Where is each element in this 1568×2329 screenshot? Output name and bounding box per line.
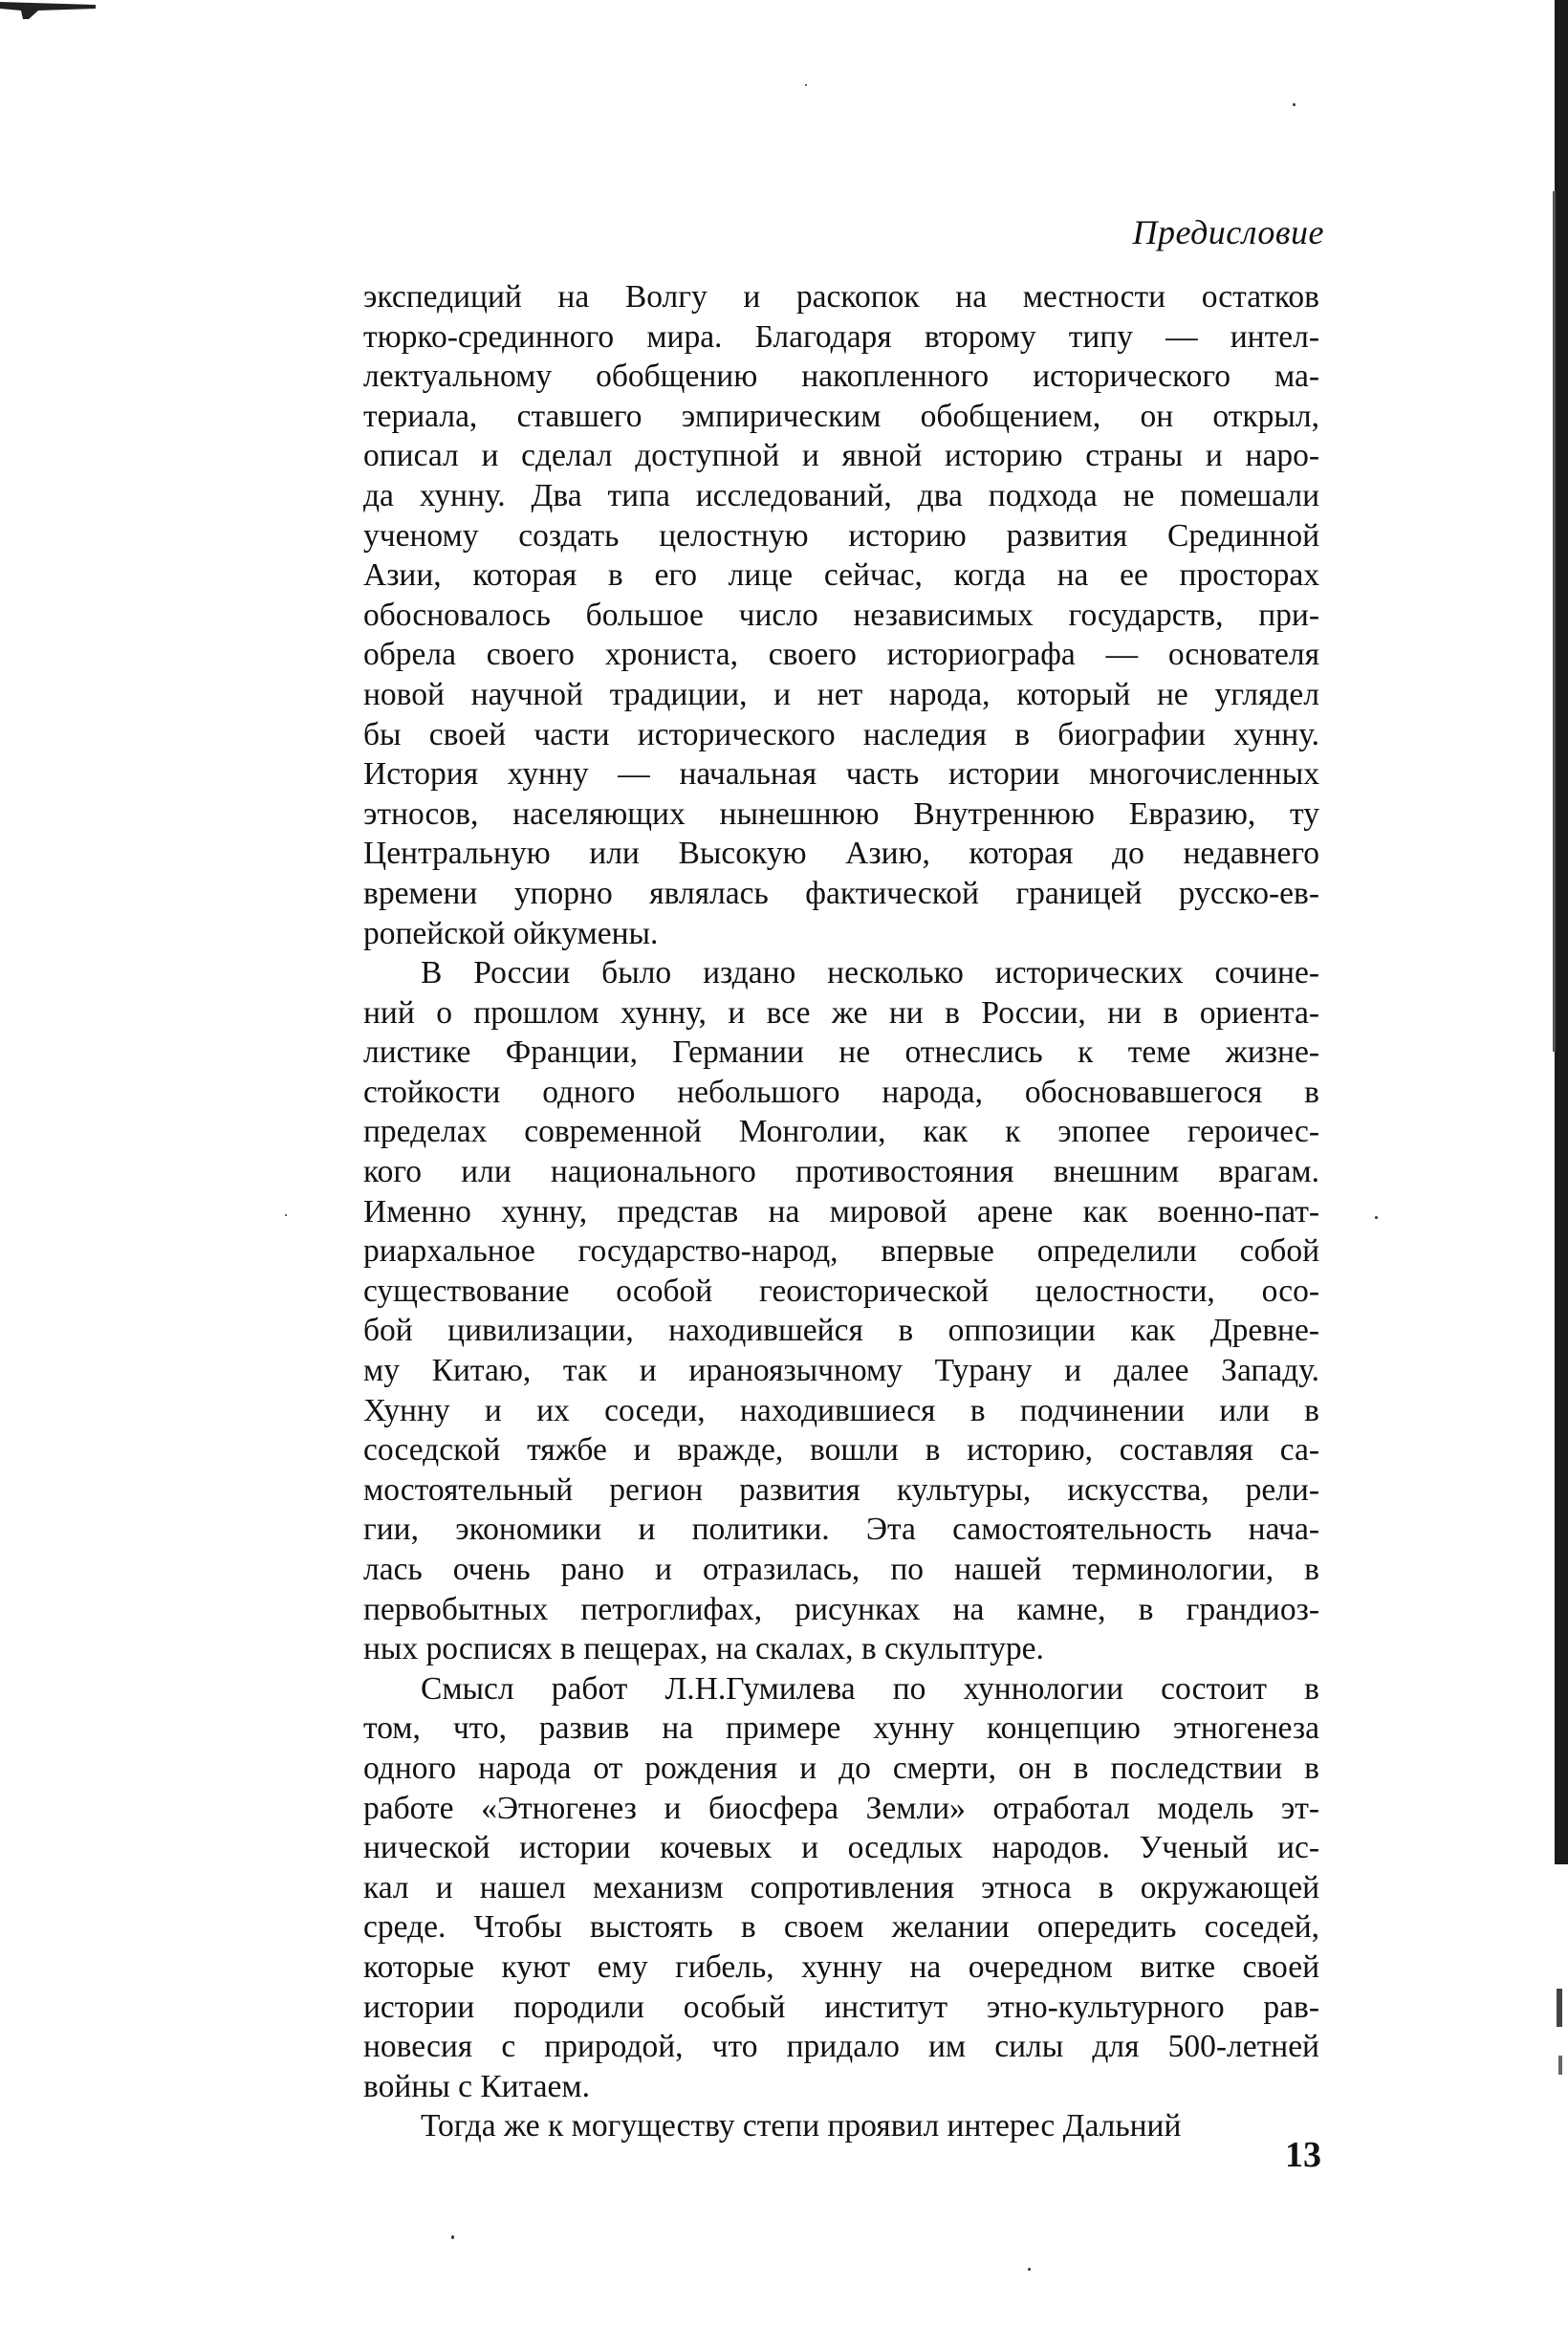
text-line: ний о прошлом хунну, и все же ни в России, ни в ориента-	[363, 994, 1319, 1031]
scan-speck	[1293, 103, 1296, 106]
text-line: Тогда же к могуществу степи проявил интерес Дальний	[421, 2108, 1182, 2144]
scan-speck	[1028, 2268, 1031, 2271]
text-line: кал и нашел механизм сопротивления этноса в окружающей	[363, 1869, 1319, 1905]
text-line: Хунну и их соседи, находившиеся в подчинении или в	[363, 1392, 1319, 1428]
text-line: ученому создать целостную историю развития Срединной	[363, 517, 1319, 554]
text-line: соседской тяжбе и вражде, вошли в историю, составляя са-	[363, 1432, 1319, 1469]
text-line: листике Франции, Германии не отнеслись к теме жизне-	[363, 1034, 1319, 1071]
text-line: которые куют ему гибель, хунну на очередном витке своей	[363, 1948, 1319, 1985]
text-line: одного народа от рождения и до смерти, он в последствии в	[363, 1750, 1319, 1786]
text-line: истории породили особый институт этно-культурного рав-	[363, 1989, 1319, 2025]
text-line: Смысл работ Л.Н.Гумилева по хуннологии состоит в	[421, 1670, 1319, 1707]
text-line: этносов, населяющих нынешнюю Внутреннюю Евразию, ту	[363, 795, 1319, 832]
text-line: лектуальному обобщению накопленного исторического ма-	[363, 359, 1319, 395]
text-line: описал и сделал доступной и явной историю страны и наро-	[363, 438, 1319, 474]
paragraph	[363, 2106, 1319, 2146]
text-line: В России было издано несколько исторических сочине-	[421, 955, 1319, 991]
text-line: существование особой геоисторической целостности, осо-	[363, 1273, 1319, 1309]
text-line: История хунну — начальная часть истории многочисленных	[363, 756, 1319, 793]
text-line: среде. Чтобы выстоять в своем желании опередить соседей,	[363, 1909, 1319, 1946]
text-line: работе «Этногенез и биосфера Земли» отработал модель эт-	[363, 1790, 1319, 1826]
text-line: мостоятельный регион развития культуры, искусства, рели-	[363, 1471, 1319, 1508]
text-line: том, что, развив на примере хунну концепцию этногенеза	[363, 1710, 1319, 1747]
text-line: обосновалось большое число независимых государств, при-	[363, 597, 1319, 633]
text-line: Именно хунну, представ на мировой арене как военно-пат-	[363, 1193, 1319, 1230]
scan-edge-mark-icon	[0, 0, 153, 21]
text-line: стойкости одного небольшого народа, обосновавшегося в	[363, 1074, 1319, 1110]
scan-speck	[285, 1214, 287, 1216]
page-number: 13	[1285, 2135, 1321, 2175]
text-line: да хунну. Два типа исследований, два подхода не помешали	[363, 477, 1319, 513]
text-line: Центральную или Высокую Азию, которая до недавнего	[363, 836, 1319, 872]
text-line: му Китаю, так и ираноязычному Турану и далее Западу.	[363, 1353, 1319, 1389]
text-line: новой научной традиции, и нет народа, который не углядел	[363, 676, 1319, 712]
paragraph	[363, 953, 1319, 1669]
scan-speck	[805, 84, 807, 86]
text-line: Азии, которая в его лице сейчас, когда на ее просторах	[363, 557, 1319, 594]
text-line: кого или национального противостояния внешним врагам.	[363, 1154, 1319, 1190]
text-line: бы своей части исторического наследия в биографии хунну.	[363, 716, 1319, 752]
paragraph	[363, 277, 1319, 953]
text-line: экспедиций на Волгу и раскопок на местности остатков	[363, 279, 1319, 315]
text-line: риархальное государство-народ, впервые определили собой	[363, 1233, 1319, 1270]
text-line: пределах современной Монголии, как к эпопее героичес-	[363, 1114, 1319, 1150]
body-text	[363, 277, 1319, 2146]
text-line: времени упорно являлась фактической границей русско-ев-	[363, 875, 1319, 911]
running-head: Предисловие	[1132, 213, 1324, 251]
text-line: новесия с природой, что придало им силы для 500-летней	[363, 2029, 1319, 2065]
text-line: лась очень рано и отразилась, по нашей терминологии, в	[363, 1552, 1319, 1587]
text-line: гии, экономики и политики. Эта самостоятельность нача-	[363, 1512, 1319, 1548]
text-line: ных росписях в пещерах, на скалах, в скульптуре.	[363, 1631, 1044, 1667]
text-line: войны с Китаем.	[363, 2068, 590, 2104]
text-line: нической истории кочевых и оседлых народов. Ученый ис-	[363, 1830, 1319, 1866]
text-line: бой цивилизации, находившейся в оппозиции как Древне-	[363, 1313, 1319, 1349]
scan-speck	[451, 2235, 454, 2239]
scan-speck	[1375, 1216, 1378, 1219]
text-line: обрела своего хрониста, своего историографа — основателя	[363, 637, 1319, 673]
paragraph	[363, 1669, 1319, 2107]
scan-page-edge	[1543, 0, 1568, 2329]
text-line: первобытных петроглифах, рисунках на камне, в грандиоз-	[363, 1591, 1319, 1627]
text-line: териала, ставшего эмпирическим обобщением, он открыл,	[363, 398, 1319, 434]
text-line: тюрко-срединного мира. Благодаря второму типу — интел-	[363, 318, 1319, 355]
text-line: ропейской ойкумены.	[363, 915, 659, 951]
